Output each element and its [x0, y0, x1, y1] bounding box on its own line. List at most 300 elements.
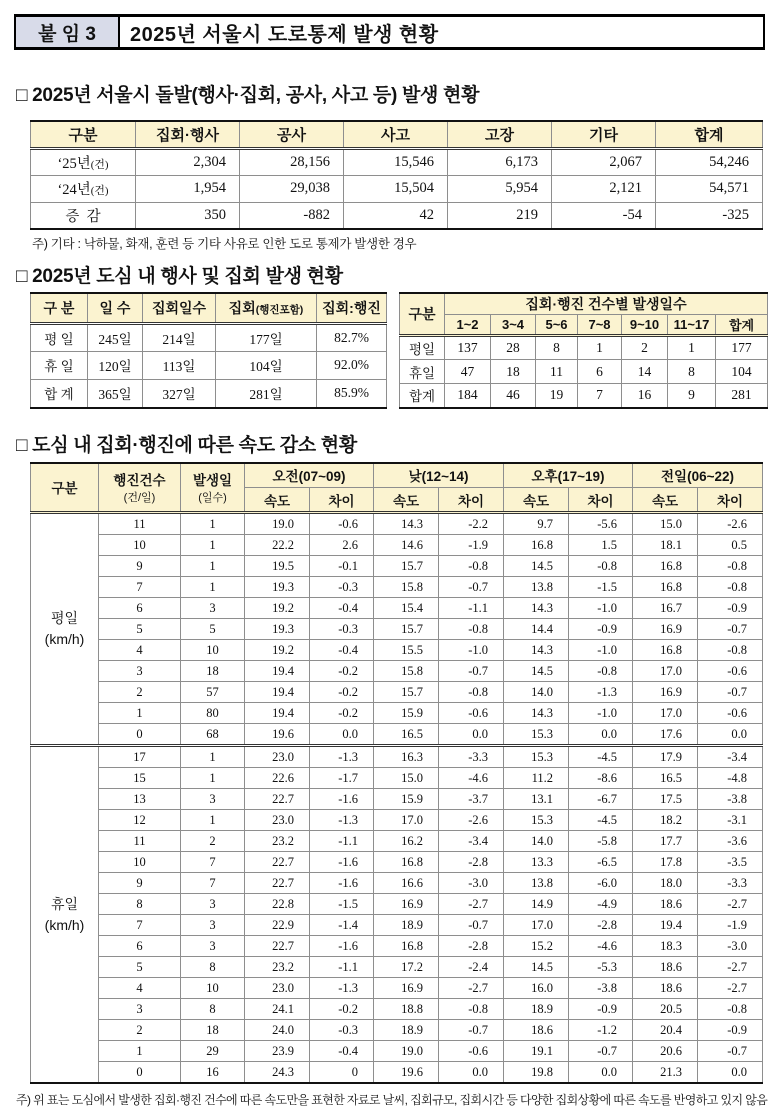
header-cell: 집회:행진: [317, 293, 387, 323]
data-cell: 177: [716, 336, 768, 360]
data-cell: 19.4: [245, 661, 310, 682]
data-cell: 19.3: [245, 577, 310, 598]
data-cell: 19.4: [245, 703, 310, 724]
data-cell: -3.3: [698, 873, 763, 894]
data-cell: 19.0: [245, 513, 310, 535]
data-cell: 11: [536, 360, 578, 384]
data-cell: 113일: [143, 351, 216, 379]
data-cell: -1.6: [310, 852, 374, 873]
data-cell: -2.6: [698, 513, 763, 535]
data-cell: -0.8: [439, 556, 504, 577]
data-cell: 4: [99, 978, 181, 999]
data-cell: 7: [99, 915, 181, 936]
data-cell: 18.9: [374, 1020, 439, 1041]
data-cell: -4.5: [569, 810, 633, 831]
row-group-label: 평일 (km/h): [31, 513, 99, 746]
data-cell: 1: [181, 768, 245, 789]
data-cell: -1.9: [698, 915, 763, 936]
data-cell: -0.4: [310, 640, 374, 661]
speed-reduction-table: [30, 462, 763, 1085]
data-cell: 15.3: [504, 724, 569, 746]
data-cell: 17.9: [633, 746, 698, 768]
data-cell: -0.8: [439, 999, 504, 1020]
data-cell: 2: [99, 1020, 181, 1041]
data-cell: 16.5: [633, 768, 698, 789]
section2-tables: [30, 292, 765, 409]
data-cell: 14.0: [504, 682, 569, 703]
data-cell: 8: [536, 336, 578, 360]
data-cell: -3.5: [698, 852, 763, 873]
header-subline: (건/일): [123, 492, 156, 505]
data-cell: 24.0: [245, 1020, 310, 1041]
diff-header: 차이: [698, 488, 763, 513]
data-cell: 137: [445, 336, 491, 360]
data-cell: -1.5: [569, 577, 633, 598]
data-cell: 19: [536, 384, 578, 408]
data-cell: 23.0: [245, 746, 310, 768]
noon-group-header: 낮(12~14): [374, 463, 504, 488]
data-cell: 14.5: [504, 957, 569, 978]
attachment-badge: 붙 임 3: [16, 17, 120, 47]
data-cell: 281일: [216, 379, 317, 407]
data-cell: 18.6: [633, 957, 698, 978]
data-cell: 19.2: [245, 640, 310, 661]
data-cell: -3.0: [439, 873, 504, 894]
table-row: [31, 661, 763, 682]
data-cell: -0.8: [569, 556, 633, 577]
table-row: [31, 556, 763, 577]
data-cell: 7: [181, 873, 245, 894]
table-row: [31, 873, 763, 894]
data-cell: 16.9: [374, 978, 439, 999]
header-cell: 11~17: [668, 315, 716, 336]
data-cell: 15.8: [374, 577, 439, 598]
data-cell: 104: [716, 360, 768, 384]
table-row: [31, 598, 763, 619]
data-cell: 20.6: [633, 1041, 698, 1062]
group-header-row: [31, 463, 763, 488]
data-cell: -8.6: [569, 768, 633, 789]
data-cell: 6,173: [448, 148, 552, 175]
row-label: ‘25년(건): [31, 148, 136, 175]
data-cell: -3.6: [698, 831, 763, 852]
table-row: [31, 1041, 763, 1062]
data-cell: 281: [716, 384, 768, 408]
header-cell: 구 분: [31, 293, 88, 323]
data-cell: 2: [99, 682, 181, 703]
data-cell: -0.6: [439, 1041, 504, 1062]
data-cell: 327일: [143, 379, 216, 407]
data-cell: 18.8: [374, 999, 439, 1020]
data-cell: 28,156: [240, 148, 344, 175]
table-row: [31, 175, 763, 202]
data-cell: -0.3: [310, 1020, 374, 1041]
header-row: [31, 121, 763, 148]
header-cell: 일 수: [88, 293, 143, 323]
data-cell: -0.4: [310, 598, 374, 619]
data-cell: 19.0: [374, 1041, 439, 1062]
data-cell: -325: [656, 202, 763, 229]
data-cell: 184: [445, 384, 491, 408]
table-row: [31, 936, 763, 957]
data-cell: 8: [668, 360, 716, 384]
data-cell: 16.3: [374, 746, 439, 768]
speed-header: 속도: [245, 488, 310, 513]
data-cell: 365일: [88, 379, 143, 407]
data-cell: -2.4: [439, 957, 504, 978]
data-cell: 350: [136, 202, 240, 229]
speed-header: 속도: [633, 488, 698, 513]
data-cell: -4.5: [569, 746, 633, 768]
data-cell: 28: [491, 336, 536, 360]
data-cell: 1: [181, 746, 245, 768]
table-row: [31, 535, 763, 556]
data-cell: 104일: [216, 351, 317, 379]
data-cell: 15.9: [374, 703, 439, 724]
data-cell: -5.3: [569, 957, 633, 978]
data-cell: 0: [310, 1062, 374, 1084]
data-cell: 5: [99, 957, 181, 978]
data-cell: 23.2: [245, 831, 310, 852]
data-cell: 18.0: [633, 873, 698, 894]
data-cell: 85.9%: [317, 379, 387, 407]
data-cell: 24.3: [245, 1062, 310, 1084]
data-cell: 22.7: [245, 936, 310, 957]
incident-summary-table: [30, 120, 763, 230]
data-cell: 1: [99, 1041, 181, 1062]
data-cell: -1.4: [310, 915, 374, 936]
data-cell: -2.2: [439, 513, 504, 535]
data-cell: 16.8: [633, 640, 698, 661]
data-cell: 219: [448, 202, 552, 229]
data-cell: 15.4: [374, 598, 439, 619]
data-cell: -0.8: [698, 577, 763, 598]
data-cell: -1.0: [569, 703, 633, 724]
data-cell: 1: [668, 336, 716, 360]
data-cell: 0.0: [310, 724, 374, 746]
table-row: [31, 746, 763, 768]
data-cell: 14.3: [374, 513, 439, 535]
data-cell: 14.4: [504, 619, 569, 640]
data-cell: 19.2: [245, 598, 310, 619]
data-cell: 7: [181, 852, 245, 873]
table3-footnote: 주) 위 표는 도심에서 발생한 집회·행진 건수에 따른 속도만을 표현한 자료로 날씨, 집회규모, 집회시간 등 다양한 집회상황에 따른 속도를 반영하고 있지 않음: [16, 1093, 768, 1107]
table-row: [31, 619, 763, 640]
data-cell: 15.0: [633, 513, 698, 535]
header-cell: 합계: [716, 315, 768, 336]
data-cell: 0.0: [698, 1062, 763, 1084]
data-cell: 245일: [88, 323, 143, 351]
data-cell: 15.2: [504, 936, 569, 957]
data-cell: -1.9: [439, 535, 504, 556]
data-cell: 19.3: [245, 619, 310, 640]
speed-header: 속도: [374, 488, 439, 513]
data-cell: -5.6: [569, 513, 633, 535]
data-cell: -5.8: [569, 831, 633, 852]
data-cell: -1.3: [310, 746, 374, 768]
data-cell: 6: [99, 936, 181, 957]
data-cell: 23.0: [245, 810, 310, 831]
header-cell: 공사: [240, 121, 344, 148]
data-cell: 9.7: [504, 513, 569, 535]
section2-heading: □ 2025년 도심 내 행사 및 집회 발생 현황: [16, 266, 343, 287]
data-cell: -0.6: [439, 703, 504, 724]
data-cell: -1.6: [310, 936, 374, 957]
table-row: [31, 1020, 763, 1041]
table-row: [31, 379, 387, 407]
data-cell: 0.0: [569, 1062, 633, 1084]
data-cell: 18.9: [504, 999, 569, 1020]
data-cell: -0.6: [310, 513, 374, 535]
header-cell: 5~6: [536, 315, 578, 336]
data-cell: 29,038: [240, 175, 344, 202]
data-cell: 0.0: [698, 724, 763, 746]
data-cell: 18: [181, 661, 245, 682]
header-cell: 7~8: [578, 315, 622, 336]
data-cell: -0.7: [698, 1041, 763, 1062]
data-cell: 14.6: [374, 535, 439, 556]
data-cell: 18.6: [504, 1020, 569, 1041]
header-cell: 구분: [31, 121, 136, 148]
table-row: [31, 915, 763, 936]
data-cell: 82.7%: [317, 323, 387, 351]
data-cell: -0.2: [310, 661, 374, 682]
header-cell: 9~10: [622, 315, 668, 336]
data-cell: 9: [668, 384, 716, 408]
row-group-label: 휴일 (km/h): [31, 746, 99, 1084]
data-cell: -882: [240, 202, 344, 229]
table-row: [31, 852, 763, 873]
data-cell: 14.5: [504, 661, 569, 682]
data-cell: 15.0: [374, 768, 439, 789]
data-cell: 15.3: [504, 746, 569, 768]
data-cell: -1.6: [310, 873, 374, 894]
data-cell: 20.5: [633, 999, 698, 1020]
data-cell: -1.3: [569, 682, 633, 703]
data-cell: 24.1: [245, 999, 310, 1020]
data-cell: 177일: [216, 323, 317, 351]
table-row: [31, 351, 387, 379]
data-cell: 22.7: [245, 852, 310, 873]
section3-heading: □ 도심 내 집회·행진에 따른 속도 감소 현황: [16, 434, 357, 456]
data-cell: 22.7: [245, 873, 310, 894]
table-row: [31, 682, 763, 703]
data-cell: 46: [491, 384, 536, 408]
data-cell: -1.1: [439, 598, 504, 619]
header-cell: 합계: [656, 121, 763, 148]
data-cell: 14.3: [504, 640, 569, 661]
data-cell: 18.6: [633, 894, 698, 915]
data-cell: 92.0%: [317, 351, 387, 379]
diff-header: 차이: [310, 488, 374, 513]
data-cell: 23.0: [245, 978, 310, 999]
data-cell: 18.9: [374, 915, 439, 936]
data-cell: -1.6: [310, 789, 374, 810]
data-cell: -0.8: [569, 661, 633, 682]
data-cell: -2.8: [439, 852, 504, 873]
march-count-header: [99, 463, 181, 513]
data-cell: -2.6: [439, 810, 504, 831]
data-cell: 15.7: [374, 619, 439, 640]
header-row: [31, 293, 387, 323]
data-cell: 16.9: [633, 682, 698, 703]
data-cell: 5: [181, 619, 245, 640]
data-cell: 17.6: [633, 724, 698, 746]
data-cell: 2: [622, 336, 668, 360]
data-cell: 22.2: [245, 535, 310, 556]
group-header-row: [400, 293, 768, 315]
header-line: 행진건수: [113, 473, 166, 489]
data-cell: -0.7: [439, 915, 504, 936]
sub-header-row: [400, 315, 768, 336]
data-cell: 0.0: [439, 724, 504, 746]
data-cell: 22.9: [245, 915, 310, 936]
data-cell: 6: [578, 360, 622, 384]
data-cell: 22.8: [245, 894, 310, 915]
data-cell: -54: [552, 202, 656, 229]
data-cell: 3: [181, 598, 245, 619]
data-cell: 1.5: [569, 535, 633, 556]
table-row: [400, 360, 768, 384]
data-cell: 17.2: [374, 957, 439, 978]
data-cell: 13.1: [504, 789, 569, 810]
data-cell: 1: [181, 810, 245, 831]
data-cell: 20.4: [633, 1020, 698, 1041]
data-cell: 14: [622, 360, 668, 384]
table-row: [31, 703, 763, 724]
row-label: 휴 일: [31, 351, 88, 379]
data-cell: -2.7: [698, 894, 763, 915]
data-cell: 19.5: [245, 556, 310, 577]
data-cell: 10: [181, 640, 245, 661]
data-cell: 19.8: [504, 1062, 569, 1084]
data-cell: -1.3: [310, 978, 374, 999]
data-cell: 16.8: [633, 556, 698, 577]
table-row: [400, 336, 768, 360]
data-cell: 2: [181, 831, 245, 852]
data-cell: 120일: [88, 351, 143, 379]
data-cell: -0.7: [569, 1041, 633, 1062]
data-cell: 12: [99, 810, 181, 831]
data-cell: 1: [181, 577, 245, 598]
data-cell: 14.0: [504, 831, 569, 852]
data-cell: 19.4: [245, 682, 310, 703]
data-cell: 2,067: [552, 148, 656, 175]
data-cell: -1.1: [310, 957, 374, 978]
data-cell: -3.1: [698, 810, 763, 831]
data-cell: -0.8: [698, 556, 763, 577]
data-cell: -0.7: [698, 619, 763, 640]
data-cell: -0.2: [310, 682, 374, 703]
data-cell: 19.6: [374, 1062, 439, 1084]
data-cell: -6.0: [569, 873, 633, 894]
data-cell: 15: [99, 768, 181, 789]
assembly-count-table: [399, 292, 768, 409]
data-cell: 17.0: [504, 915, 569, 936]
table-row: [31, 323, 387, 351]
header-cell: 3~4: [491, 315, 536, 336]
data-cell: 17.7: [633, 831, 698, 852]
data-cell: -0.7: [439, 661, 504, 682]
corner-header: 구분: [400, 293, 445, 336]
data-cell: -0.8: [698, 640, 763, 661]
header-subline: (일수): [198, 492, 227, 505]
data-cell: 1,954: [136, 175, 240, 202]
data-cell: -3.3: [439, 746, 504, 768]
data-cell: 18.6: [633, 978, 698, 999]
data-cell: 5: [99, 619, 181, 640]
row-label: 평일: [400, 336, 445, 360]
table1-footnote: 주) 기타 : 낙하물, 화재, 훈련 등 기타 사유로 인한 도로 통제가 발생한 경우: [32, 237, 417, 251]
data-cell: -0.8: [698, 999, 763, 1020]
data-cell: 10: [181, 978, 245, 999]
data-cell: -3.8: [569, 978, 633, 999]
table-row: [31, 202, 763, 229]
corner-header: 구분: [31, 463, 99, 513]
data-cell: 3: [181, 789, 245, 810]
data-cell: 14.3: [504, 703, 569, 724]
data-cell: -0.8: [439, 619, 504, 640]
data-cell: -0.4: [310, 1041, 374, 1062]
data-cell: 16.8: [633, 577, 698, 598]
data-cell: 16: [181, 1062, 245, 1084]
table-row: [31, 513, 763, 535]
data-cell: 15.5: [374, 640, 439, 661]
data-cell: 10: [99, 852, 181, 873]
data-cell: -4.8: [698, 768, 763, 789]
data-cell: 3: [181, 894, 245, 915]
data-cell: -0.9: [698, 1020, 763, 1041]
data-cell: 47: [445, 360, 491, 384]
data-cell: 11: [99, 513, 181, 535]
data-cell: -2.7: [439, 894, 504, 915]
data-cell: 16.9: [374, 894, 439, 915]
data-cell: 214일: [143, 323, 216, 351]
table-row: [400, 384, 768, 408]
data-cell: 57: [181, 682, 245, 703]
data-cell: 68: [181, 724, 245, 746]
data-cell: 15.8: [374, 661, 439, 682]
data-cell: -2.7: [698, 957, 763, 978]
data-cell: -2.7: [439, 978, 504, 999]
data-cell: 0: [99, 724, 181, 746]
data-cell: 15.9: [374, 789, 439, 810]
data-cell: -3.8: [698, 789, 763, 810]
row-label: 합 계: [31, 379, 88, 407]
row-label: 휴일: [400, 360, 445, 384]
data-cell: -1.5: [310, 894, 374, 915]
table-row: [31, 999, 763, 1020]
data-cell: -2.8: [569, 915, 633, 936]
allday-group-header: 전일(06~22): [633, 463, 763, 488]
data-cell: 14.9: [504, 894, 569, 915]
row-label: 평 일: [31, 323, 88, 351]
table-row: [31, 894, 763, 915]
data-cell: 3: [181, 936, 245, 957]
data-cell: -0.2: [310, 703, 374, 724]
data-cell: 23.2: [245, 957, 310, 978]
header-cell: 집회일수: [143, 293, 216, 323]
data-cell: 17.8: [633, 852, 698, 873]
data-cell: 16.7: [633, 598, 698, 619]
data-cell: 19.4: [633, 915, 698, 936]
data-cell: -0.6: [698, 703, 763, 724]
data-cell: -3.7: [439, 789, 504, 810]
group-header: 집회·행진 건수별 발생일수: [445, 293, 768, 315]
data-cell: 14.5: [504, 556, 569, 577]
row-label: 증 감: [31, 202, 136, 229]
data-cell: 7: [578, 384, 622, 408]
